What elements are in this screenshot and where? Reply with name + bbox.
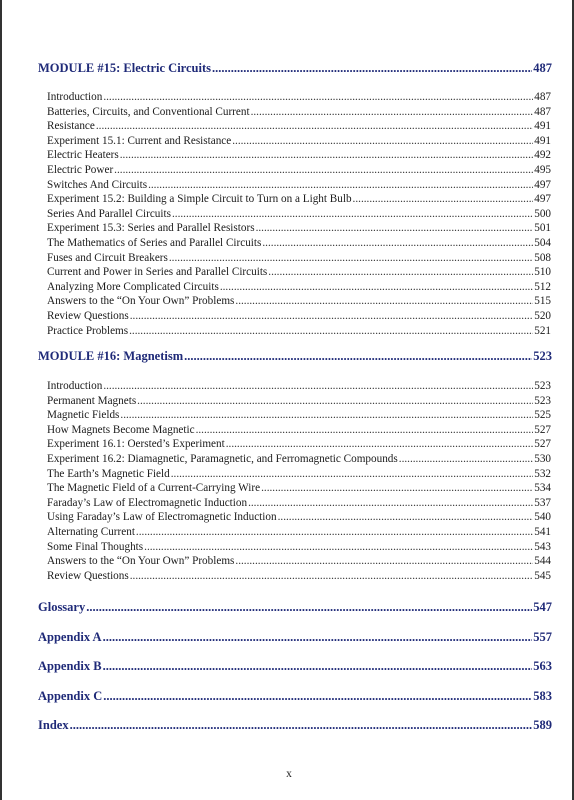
module-title: MODULE #16: Magnetism: [38, 349, 184, 363]
dot-leader: [129, 325, 533, 337]
toc-entry: [47, 482, 551, 494]
page-number: 501: [534, 222, 551, 235]
toc-entry: [47, 295, 551, 307]
dot-leader: [220, 281, 533, 293]
dot-leader: [137, 395, 533, 407]
dot-leader: [103, 659, 533, 674]
dot-leader: [268, 266, 533, 278]
toc-entry: [47, 120, 551, 132]
page-number: 525: [534, 409, 551, 422]
page-number: 527: [534, 423, 551, 436]
toc-entry: [47, 526, 551, 538]
toc-entry: [47, 135, 551, 147]
entry-title: Experiment 15.3: Series and Parallel Resistors: [47, 222, 255, 235]
dot-leader: [120, 409, 533, 421]
toc-back-matter-heading: [38, 659, 552, 674]
dot-leader: [184, 349, 532, 364]
entry-title: Electric Heaters: [47, 149, 119, 162]
toc-entry: [47, 164, 551, 176]
page-number: 544: [534, 555, 551, 568]
dot-leader: [96, 120, 533, 132]
toc-entry: [47, 395, 551, 407]
page-number: 537: [534, 496, 551, 509]
entry-title: The Magnetic Field of a Current-Carrying Wire: [47, 482, 261, 495]
entry-title: Alternating Current: [47, 526, 135, 538]
page-number: 492: [534, 149, 551, 162]
page-number: 491: [534, 120, 551, 133]
dot-leader: [248, 497, 533, 509]
page-number: 497: [534, 178, 551, 191]
page-number: 512: [534, 280, 551, 293]
entry-title: Current and Power in Series and Parallel Circuits: [47, 266, 268, 279]
page-number: 540: [534, 511, 551, 524]
toc-entry: [47, 570, 551, 582]
toc-entry: [47, 310, 551, 322]
dot-leader: [130, 570, 533, 582]
toc-entry: [47, 409, 551, 421]
toc-entry: [47, 380, 551, 392]
dot-leader: [278, 511, 534, 523]
dot-leader: [196, 424, 534, 436]
page-number: 491: [534, 134, 551, 147]
toc-back-matter-heading: [38, 718, 552, 733]
toc-entry: [47, 149, 551, 161]
toc-entry: [47, 222, 551, 234]
page-number: 543: [534, 540, 551, 553]
dot-leader: [251, 106, 534, 118]
page-number: 515: [534, 295, 551, 308]
entry-title: Glossary: [38, 600, 86, 614]
dot-leader: [103, 91, 533, 103]
dot-leader: [256, 222, 534, 234]
page-number: 487: [534, 91, 551, 103]
entry-title: Electric Power: [47, 164, 114, 176]
dot-leader: [148, 179, 533, 191]
toc-entry: [47, 497, 551, 509]
dot-leader: [226, 438, 534, 450]
entry-title: Experiment 15.2: Building a Simple Circuit to Turn on a Light Bulb: [47, 193, 352, 206]
entry-title: Magnetic Fields: [47, 409, 120, 422]
entry-title: Appendix C: [38, 689, 103, 703]
dot-leader: [70, 718, 533, 733]
entry-title: Answers to the “On Your Own” Problems: [47, 295, 235, 308]
entry-title: Using Faraday’s Law of Electromagnetic Induction: [47, 511, 277, 524]
toc-entry: [47, 438, 551, 450]
toc-entry: [47, 193, 551, 205]
page-number: 495: [534, 164, 551, 176]
dot-leader: [103, 380, 533, 392]
page-number: 500: [534, 207, 551, 220]
toc-entry: [47, 453, 551, 465]
entry-title: Batteries, Circuits, and Conventional Current: [47, 105, 250, 118]
page-number: 541: [534, 526, 551, 538]
dot-leader: [103, 689, 532, 704]
entry-title: How Magnets Become Magnetic: [47, 423, 195, 436]
dot-leader: [172, 208, 533, 220]
toc-entry: [47, 511, 551, 523]
entry-title: Experiment 16.1: Oersted’s Experiment: [47, 438, 225, 451]
page-number: 532: [534, 467, 551, 480]
toc-entry: [47, 179, 551, 191]
page-number: 508: [534, 251, 551, 264]
entry-title: Faraday’s Law of Electromagnetic Induction: [47, 496, 248, 509]
page-number: 534: [534, 482, 551, 495]
dot-leader: [235, 555, 533, 567]
toc-entry: [47, 541, 551, 553]
toc-back-matter-heading: [38, 600, 552, 615]
dot-leader: [235, 295, 533, 307]
toc-entry: [47, 424, 551, 436]
entry-title: Permanent Magnets: [47, 394, 137, 407]
entry-title: Review Questions: [47, 310, 129, 322]
dot-leader: [212, 61, 532, 76]
toc-entry: [47, 281, 551, 293]
entry-title: Switches And Circuits: [47, 178, 148, 191]
page-number: 523: [534, 394, 551, 407]
entry-title: Series And Parallel Circuits: [47, 207, 171, 220]
dot-leader: [261, 482, 533, 494]
entry-title: Some Final Thoughts: [47, 540, 144, 553]
toc-back-matter-heading: [38, 689, 552, 704]
toc-entry: [47, 91, 551, 103]
page-number: 545: [534, 569, 551, 582]
page-number: 523: [534, 380, 551, 392]
toc-entry: [47, 252, 551, 264]
dot-leader: [136, 526, 533, 538]
entry-title: Appendix B: [38, 659, 102, 673]
dot-leader: [103, 630, 533, 645]
toc-entry: [47, 325, 551, 337]
entry-title: Index: [38, 718, 69, 732]
entry-title: Introduction: [47, 91, 103, 103]
toc-entry: [47, 208, 551, 220]
entry-title: Answers to the “On Your Own” Problems: [47, 555, 235, 568]
module-title: MODULE #15: Electric Circuits: [38, 61, 211, 75]
page-number: 520: [534, 310, 551, 322]
toc-entry: [47, 468, 551, 480]
toc-back-matter-heading: [38, 630, 552, 645]
page-number: 563: [533, 659, 552, 673]
dot-leader: [86, 600, 532, 615]
page-number: 589: [533, 718, 552, 732]
entry-title: The Earth’s Magnetic Field: [47, 467, 170, 480]
entry-title: Experiment 16.2: Diamagnetic, Paramagnetic, and Ferromagnetic Compounds: [47, 453, 398, 465]
entry-title: Experiment 15.1: Current and Resistance: [47, 134, 232, 147]
page-number: 504: [534, 237, 551, 249]
entry-title: The Mathematics of Series and Parallel Circuits: [47, 237, 262, 249]
entry-title: Analyzing More Complicated Circuits: [47, 280, 219, 293]
toc-entry: [47, 237, 551, 249]
toc-module-heading-15: [38, 61, 552, 76]
page-number: 510: [534, 266, 551, 279]
dot-leader: [232, 135, 533, 147]
entry-title: Fuses and Circuit Breakers: [47, 251, 168, 264]
page-number: 530: [534, 453, 551, 465]
dot-leader: [353, 193, 534, 205]
dot-leader: [120, 149, 533, 161]
page-footer-number: x: [286, 768, 292, 780]
entry-title: Appendix A: [38, 630, 102, 644]
page-number: 557: [533, 630, 552, 644]
page-number: 487: [534, 105, 551, 118]
dot-leader: [262, 237, 533, 249]
toc-entry: [47, 266, 551, 278]
toc-entry: [47, 555, 551, 567]
dot-leader: [144, 541, 533, 553]
toc-module-heading-16: [38, 349, 552, 364]
dot-leader: [399, 453, 533, 465]
page-number: 521: [534, 324, 551, 337]
dot-leader: [114, 164, 533, 176]
entry-title: Review Questions: [47, 569, 129, 582]
page-number: 523: [533, 349, 552, 363]
page-number: 547: [533, 600, 552, 614]
entry-title: Introduction: [47, 380, 103, 392]
dot-leader: [169, 252, 533, 264]
page-number: 487: [533, 61, 552, 75]
entry-title: Practice Problems: [47, 324, 129, 337]
toc-entry: [47, 106, 551, 118]
dot-leader: [130, 310, 533, 322]
page-number: 497: [534, 193, 551, 206]
page-number: 527: [534, 438, 551, 451]
page-number: 583: [533, 689, 552, 703]
entry-title: Resistance: [47, 120, 95, 133]
dot-leader: [171, 468, 534, 480]
